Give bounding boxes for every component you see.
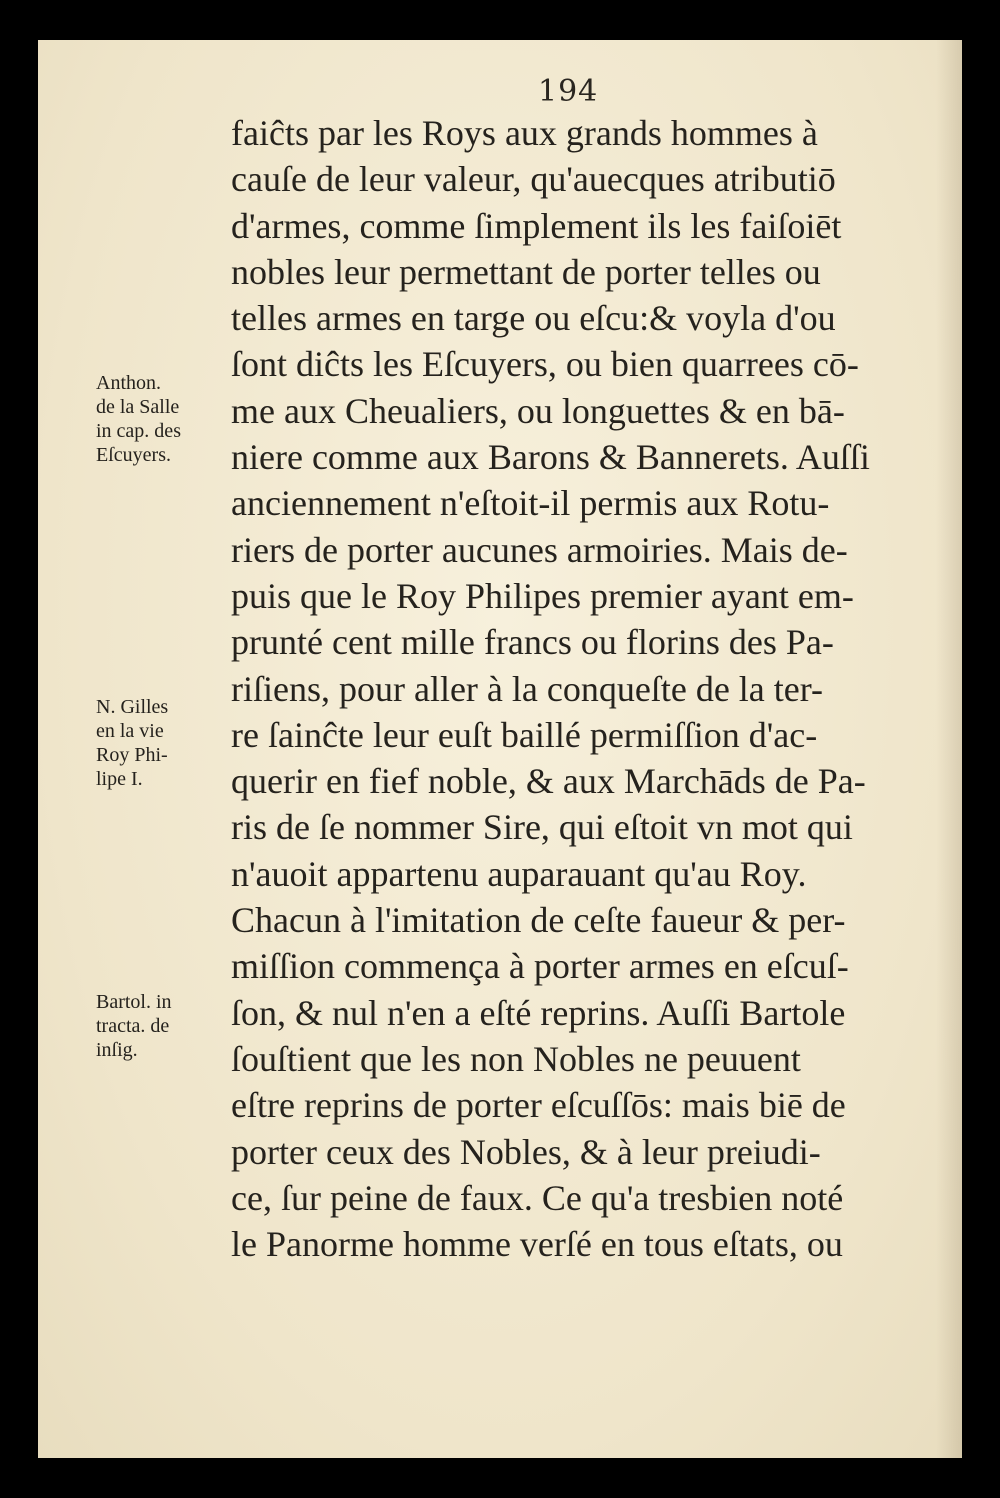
margin-note-salle [96,371,226,467]
body-line: ris de ſe nommer Sire, qui eſtoit vn mot qui [231,807,853,848]
body-line: prunté cent mille francs ou florins des Pa- [231,622,834,663]
margin-note-line: in cap. des [96,420,181,442]
body-line: anciennement n'eſtoit-il permis aux Rotu- [231,483,830,524]
body-line: querir en fief noble, & aux Marchāds de Pa- [231,761,866,802]
body-line: nobles leur permettant de porter telles ou [231,251,821,292]
body-line: d'armes, comme ſimplement ils les faiſoiēt [231,205,842,246]
body-line: miſſion commença à porter armes en eſcuſ- [231,946,849,987]
body-line: faiĉts par les Roys aux grands hommes à [231,113,818,153]
margin-note-line: Bartol. in [96,991,172,1013]
body-line: le Panorme homme verſé en tous eſtats, ou [231,1224,843,1265]
margin-note-line: en la vie [96,720,164,742]
body-line: ſon, & nul n'en a eſté reprins. Auſſi Bartole [231,992,846,1033]
margin-note-bartole [96,990,226,1062]
body-line: telles armes en targe ou eſcu:& voyla d'ou [231,298,836,339]
margin-note-line: tracta. de [96,1015,170,1037]
margin-note-line: lipe I. [96,768,143,790]
margin-note-gilles [96,695,226,791]
margin-note-line: Eſcuyers. [96,444,171,466]
page-number: 194 [538,74,599,109]
body-line: ſouſtient que les non Nobles ne peuuent [231,1038,801,1079]
margin-note-line: de la Salle [96,396,180,418]
margin-note-line: inſig. [96,1039,138,1061]
body-line: eſtre reprins de porter eſcuſſōs: mais biē de [231,1085,846,1126]
margin-note-line: Roy Phi- [96,744,168,766]
body-line: riers de porter aucunes armoiries. Mais de- [231,529,848,570]
body-line: re ſainĉte leur euſt baillé permiſſion d'ac- [231,714,818,755]
body-line: cauſe de leur valeur, qu'auecques atributiō [231,159,836,200]
body-line: porter ceux des Nobles, & à leur preiudi- [231,1131,821,1172]
margin-note-line: Anthon. [96,372,161,394]
body-line: ſont diĉts les Eſcuyers, ou bien quarrees cō- [231,344,859,385]
book-page [38,40,962,1458]
body-line: ce, ſur peine de faux. Ce qu'a tresbien noté [231,1177,844,1218]
body-line: puis que le Roy Philipes premier ayant em- [231,575,854,616]
body-line: Chacun à l'imitation de ceſte faueur & per- [231,900,846,941]
body-line: riſiens, pour aller à la conqueſte de la ter- [231,668,824,709]
body-line: me aux Cheualiers, ou longuettes & en bā- [231,390,845,431]
margin-note-line: N. Gilles [96,696,169,718]
body-line: n'auoit appartenu auparauant qu'au Roy. [231,853,807,894]
body-text [231,110,946,1267]
body-line: niere comme aux Barons & Bannerets. Auſſi [231,437,870,478]
